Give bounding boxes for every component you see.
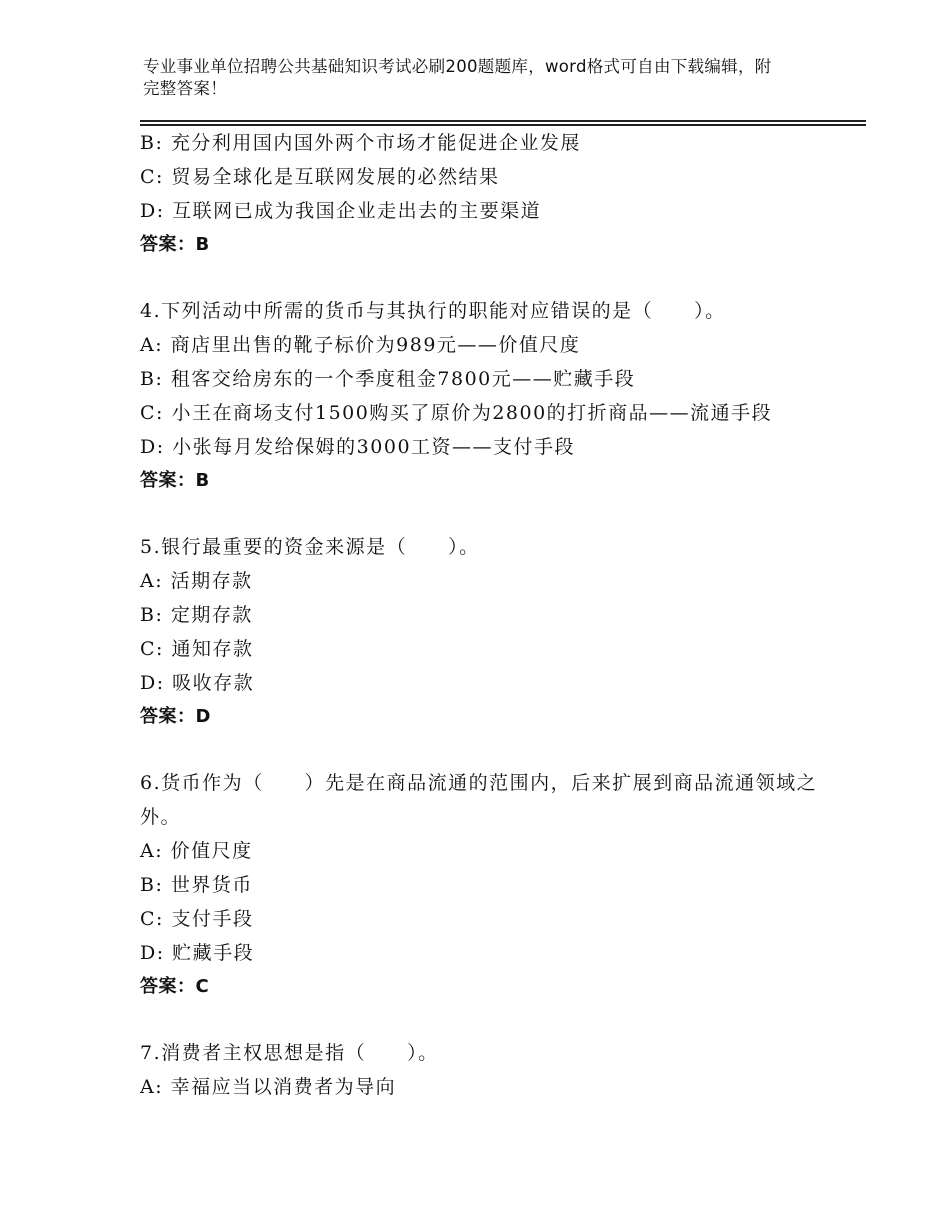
option-d: D: 吸收存款 bbox=[140, 672, 255, 694]
question-block bbox=[140, 530, 840, 734]
option-a: A: 商店里出售的靴子标价为989元——价值尺度 bbox=[140, 334, 581, 356]
option-d: D: 贮藏手段 bbox=[140, 942, 255, 964]
option-c: C: 支付手段 bbox=[140, 908, 254, 930]
option-b: B: 租客交给房东的一个季度租金7800元——贮藏手段 bbox=[140, 368, 636, 390]
question-stem: 4.下列活动中所需的货币与其执行的职能对应错误的是（ ）。 bbox=[140, 300, 726, 322]
header-rule-top bbox=[140, 120, 866, 122]
option-a: A: 幸福应当以消费者为导向 bbox=[140, 1076, 397, 1098]
option-c: C: 小王在商场支付1500购买了原价为2800的打折商品——流通手段 bbox=[140, 402, 773, 424]
answer-label: 答案：B bbox=[140, 234, 210, 255]
option-c: C: 贸易全球化是互联网发展的必然结果 bbox=[140, 166, 500, 188]
question-list bbox=[140, 126, 840, 1104]
option-d: D: 小张每月发给保姆的3000工资——支付手段 bbox=[140, 436, 576, 458]
option-a: A: 价值尺度 bbox=[140, 840, 253, 862]
question-stem: 5.银行最重要的资金来源是（ ）。 bbox=[140, 536, 480, 558]
question-block bbox=[140, 1036, 840, 1104]
answer-label: 答案：B bbox=[140, 470, 210, 491]
question-block bbox=[140, 294, 840, 498]
answer-label: 答案：C bbox=[140, 976, 210, 997]
option-d: D: 互联网已成为我国企业走出去的主要渠道 bbox=[140, 200, 542, 222]
question-block bbox=[140, 766, 840, 1004]
option-b: B: 充分利用国内国外两个市场才能促进企业发展 bbox=[140, 132, 581, 154]
document-header: 专业事业单位招聘公共基础知识考试必刷200题题库，word格式可自由下载编辑，附完整答案！ bbox=[143, 57, 772, 98]
option-c: C: 通知存款 bbox=[140, 638, 254, 660]
answer-label: 答案：D bbox=[140, 706, 211, 727]
option-b: B: 世界货币 bbox=[140, 874, 253, 896]
question-block bbox=[140, 126, 840, 262]
option-a: A: 活期存款 bbox=[140, 570, 253, 592]
question-stem: 7.消费者主权思想是指（ ）。 bbox=[140, 1042, 439, 1064]
option-b: B: 定期存款 bbox=[140, 604, 253, 626]
question-stem: 6.货币作为（ ）先是在商品流通的范围内，后来扩展到商品流通领域之外。 bbox=[140, 772, 818, 828]
